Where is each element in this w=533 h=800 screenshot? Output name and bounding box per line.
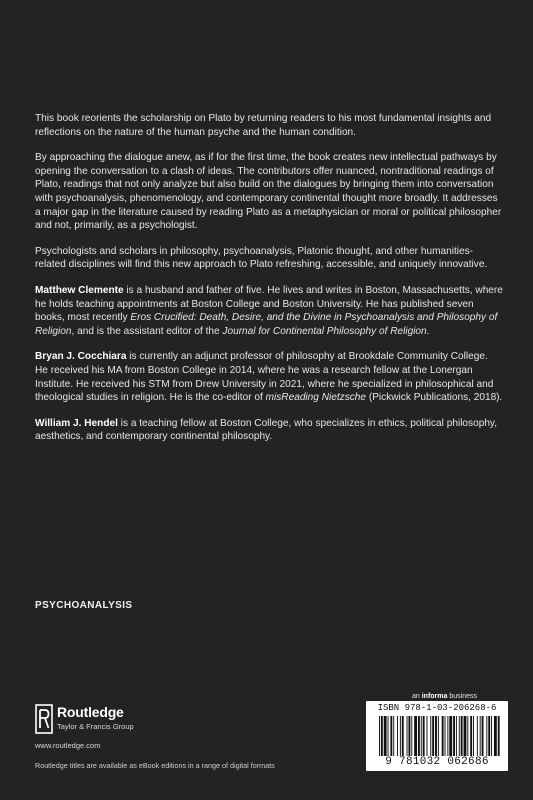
- barcode-bar: [477, 716, 478, 756]
- bio-hendel: [35, 417, 503, 444]
- barcode-bar: [442, 716, 444, 756]
- routledge-logo-icon: [35, 704, 53, 734]
- barcode-bar: [486, 716, 487, 756]
- description-paragraph-2: By approaching the dialogue anew, as if for the first time, the book creates new intellectual pathways by opening the conversation to a clash of ideas. The contributors offer nuanced, nontraditional readings of Plato, readings that not only analyze but also build on the dialogues by bringing them into conversation with psychoanalysis, phenomenology, and contemporary continental thought more broadly. It addresses a major gap in the literature caused by reading Plato as a metaphysician or moral or political philosopher and not, primarily, as a psychologist.: [35, 152, 502, 232]
- informa-suffix: business: [447, 693, 477, 700]
- barcode-bar: [390, 716, 392, 756]
- publisher-group: Taylor & Francis Group: [57, 722, 134, 731]
- barcode-bar: [397, 716, 398, 756]
- barcode-bar: [408, 716, 410, 756]
- cover-copy: [35, 112, 503, 456]
- publisher-url[interactable]: www.routledge.com: [35, 741, 101, 750]
- bio-text: , and is the assistant editor of the: [71, 325, 223, 337]
- barcode-bar: [379, 716, 380, 756]
- barcode-bar: [418, 716, 420, 756]
- barcode-bar: [494, 716, 497, 756]
- barcode-bar: [432, 716, 434, 756]
- barcode-bar: [459, 716, 460, 756]
- barcode-bar: [407, 716, 408, 756]
- isbn-barcode: [366, 701, 508, 771]
- barcode-bar: [435, 716, 437, 756]
- barcode-bar: [467, 716, 468, 756]
- bio-journal-title: Journal for Continental Philosophy of Religion: [222, 325, 427, 337]
- informa-business-tag: [412, 693, 477, 700]
- barcode-bar: [393, 716, 394, 756]
- barcode-bar: [384, 716, 387, 756]
- barcode-bar: [421, 716, 422, 756]
- barcode-bar: [381, 716, 383, 756]
- barcode-bar: [491, 716, 492, 756]
- barcode-digits: 9 781032 062686: [385, 756, 489, 768]
- barcode-bar: [473, 716, 474, 756]
- barcode-bar: [461, 716, 463, 756]
- barcode-bar: [438, 716, 439, 756]
- informa-prefix: an: [412, 693, 422, 700]
- bio-text: .: [426, 325, 430, 337]
- barcode-bar: [402, 716, 404, 756]
- barcode-bar: [488, 716, 490, 756]
- ebook-note: Routledge titles are available as eBook editions in a range of digital formats: [35, 761, 275, 770]
- barcode-bars: [377, 716, 500, 756]
- barcode-bar: [388, 716, 389, 756]
- bio-book-title: Eros Crucified: Death, Desire, and the Divine in Psychoanalysis and Philosophy of Religion: [35, 312, 498, 337]
- barcode-bar: [411, 716, 412, 756]
- description-paragraph-1: This book reorients the scholarship on Plato by returning readers to his most fundamental insights and reflections on the nature of the human psyche and the human condition.: [35, 113, 492, 138]
- barcode-bar: [430, 716, 431, 756]
- isbn-label: ISBN 978-1-03-206268-6: [377, 703, 497, 713]
- bio-name: Matthew Clemente: [35, 284, 124, 296]
- barcode-bar: [414, 716, 417, 756]
- bio-book-title: misReading Nietzsche: [265, 392, 367, 404]
- bio-text: is a teaching fellow at Boston College, who specializes in ethics, political philosophy, aesthetics, and contemporary continental philosophy.: [35, 417, 498, 443]
- barcode-bar: [427, 716, 428, 756]
- informa-brand: informa: [421, 693, 448, 700]
- subject-category: PSYCHOANALYSIS: [35, 600, 133, 611]
- bio-text: (Pickwick Publications, 2018).: [366, 392, 503, 404]
- barcode-bar: [498, 716, 500, 756]
- barcode-bar: [470, 716, 472, 756]
- barcode-bar: [423, 716, 425, 756]
- bio-cocchiara: [35, 350, 503, 404]
- barcode-bar: [400, 716, 401, 756]
- bio-name: William J. Hendel: [35, 417, 118, 429]
- bio-clemente: [35, 284, 503, 338]
- barcode-bar: [453, 716, 455, 756]
- bio-text: is currently an adjunct professor of philosophy at Brookdale Community College. He received his MA from Boston College in 2014, where he was a research fellow at the Lonergan Institute. He received his STM from Drew University in 2021, where he specialized in philosophical and theological studies in religion. He is the co-editor of: [35, 351, 494, 404]
- barcode-bar: [480, 716, 481, 756]
- publisher-block: [35, 704, 235, 756]
- barcode-bar: [445, 716, 446, 756]
- description-paragraph-3: Psychologists and scholars in philosophy, psychoanalysis, Platonic thought, and other humanities-related disciplines will find this new approach to Plato refreshing, accessible, and uniquely innovative.: [35, 245, 488, 271]
- bio-name: Bryan J. Cocchiara: [35, 351, 127, 363]
- barcode-bar: [456, 716, 457, 756]
- barcode-bar: [464, 716, 467, 756]
- barcode-bar: [449, 716, 452, 756]
- barcode-bar: [447, 716, 448, 756]
- publisher-name: Routledge: [57, 704, 124, 720]
- bio-text: is a husband and father of five. He lives and writes in Boston, Massachusetts, where he holds teaching appointments at Boston College and Boston University. He has published seven books, most recently: [35, 284, 503, 324]
- barcode-bar: [482, 716, 484, 756]
